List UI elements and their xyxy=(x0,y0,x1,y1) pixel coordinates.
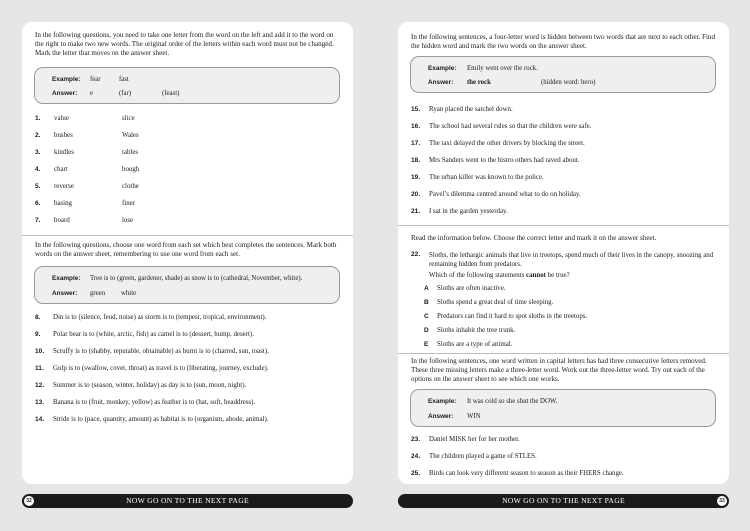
example-box xyxy=(34,67,340,104)
section2-instructions: Read the information below. Choose the correct letter and mark it on the answer sheet. xyxy=(411,234,657,242)
example-box xyxy=(410,56,716,93)
question-text: The children played a game of STLES. xyxy=(429,453,537,460)
question-text: Birds can look very different season to season as their FHERS change. xyxy=(429,470,624,477)
footer-text: NOW GO ON TO THE NEXT PAGE xyxy=(502,496,625,505)
option-letter: C xyxy=(424,313,429,320)
question-number: 16. xyxy=(411,123,421,130)
left-word: basing xyxy=(54,200,72,207)
option-letter: D xyxy=(424,327,429,334)
question-number: 20. xyxy=(411,191,421,198)
question-text: Mrs Sanders went to the bistro others had raved about. xyxy=(429,157,580,164)
section-divider xyxy=(398,353,729,354)
answer-new-word-1: (far) xyxy=(119,90,132,97)
question-text: Banana is to (fruit, monkey, yellow) as feather is to (hat, soft, headdress). xyxy=(53,399,256,406)
question-number: 6. xyxy=(35,200,41,207)
left-word: reverse xyxy=(54,183,74,190)
answer-word: WIN xyxy=(467,413,481,420)
question-number: 10. xyxy=(35,348,45,355)
question-number: 11. xyxy=(35,365,44,372)
question-number: 19. xyxy=(411,174,421,181)
question-text: Gulp is to (swallow, covet, throat) as travel is to (liberating, journey, exclude). xyxy=(53,365,269,372)
question-number: 24. xyxy=(411,453,421,460)
page-number: 33 xyxy=(717,496,727,506)
right-word: tables xyxy=(122,149,139,156)
question-number: 5. xyxy=(35,183,41,190)
question-text: The urban killer was known to the police. xyxy=(429,174,544,181)
left-word: chart xyxy=(54,166,68,173)
section-divider xyxy=(22,235,353,236)
example-label: Example: xyxy=(52,76,81,83)
right-page xyxy=(398,22,729,484)
answer-letter: e xyxy=(90,90,94,97)
question-text: Stride is to (pace, quantity, amount) as habitat is to (organism, abode, animal). xyxy=(53,416,269,423)
right-word: clothe xyxy=(122,183,139,190)
option-text: Sloths spend a great deal of time sleeping. xyxy=(437,299,554,306)
answer-label: Answer: xyxy=(52,290,78,297)
section1-instructions: In the following questions, you need to take one letter from the word on the left and add it to the word on the right to make two new words. The original order of the letters within each word must not be changed. Mark the letter that moves on the answer sheet. xyxy=(35,31,334,58)
question-number: 1. xyxy=(35,115,41,122)
question-number: 7. xyxy=(35,217,41,224)
left-footer-bar xyxy=(22,494,353,508)
option-letter: E xyxy=(424,341,429,348)
question-text: Ryan placed the satchel down. xyxy=(429,106,513,113)
question-passage: Sloths, the lethargic animals that live in treetops, spend much of their lives in the canopy, snoozing and remaining hidden from predators. xyxy=(429,252,714,269)
question-number: 9. xyxy=(35,331,41,338)
footer-text: NOW GO ON TO THE NEXT PAGE xyxy=(126,496,249,505)
question-text: Scruffy is to (shabby, reputable, obtainable) as burnt is to (charred, sun, toast). xyxy=(53,348,269,355)
question-number: 4. xyxy=(35,166,41,173)
example-box xyxy=(34,266,340,304)
question-number: 13. xyxy=(35,399,45,406)
answer-word-2: white xyxy=(121,290,137,297)
section2-instructions: In the following questions, choose one word from each set which best completes the sentences. Mark both words on the answer sheet, remembering to use one word from each set. xyxy=(35,241,337,259)
hidden-word-note: (hidden word: hero) xyxy=(541,79,596,86)
option-text: Sloths are often inactive. xyxy=(437,285,506,292)
option-text: Sloths are a type of animal. xyxy=(437,341,513,348)
option-letter: A xyxy=(424,285,429,292)
answer-new-word-2: (feast) xyxy=(162,90,180,97)
example-label: Example: xyxy=(428,398,457,405)
example-box xyxy=(410,389,716,427)
answer-word-1: green xyxy=(90,290,106,297)
example-sentence: It was cold so she shut the DOW. xyxy=(467,398,558,405)
left-word: board xyxy=(54,217,70,224)
example-label: Example: xyxy=(52,275,81,282)
section-divider xyxy=(398,225,729,226)
right-word: Wales xyxy=(122,132,139,139)
question-text: Pavel’s dilemma centred around what to do on holiday. xyxy=(429,191,581,198)
question-number: 18. xyxy=(411,157,421,164)
right-footer-bar xyxy=(398,494,729,508)
answer-words: the rock xyxy=(467,79,491,86)
question-text: I sat in the garden yesterday. xyxy=(429,208,508,215)
page-number: 32 xyxy=(24,496,34,506)
example-sentence: Emily went over the rock. xyxy=(467,65,538,72)
question-number: 8. xyxy=(35,314,41,321)
question-number: 17. xyxy=(411,140,421,147)
question-number: 12. xyxy=(35,382,45,389)
question-text: Daniel MISK her for her mother. xyxy=(429,436,520,443)
option-text: Predators can find it hard to spot sloths in the treetops. xyxy=(437,313,588,320)
question-text: Polar bear is to (white, arctic, fish) as camel is to (dessert, hump, desert). xyxy=(53,331,254,338)
question-number: 14. xyxy=(35,416,45,423)
example-sentence: Tree is to (green, gardener, shade) as snow is to (cathedral, November, white). xyxy=(90,275,303,282)
left-page xyxy=(22,22,353,484)
right-word: finer xyxy=(122,200,136,207)
section1-instructions: In the following sentences, a four-letter word is hidden between two words that are next to each other. Find the hidden word and mark the two words on the answer sheet. xyxy=(411,33,716,51)
answer-label: Answer: xyxy=(428,413,454,420)
question-text: Din is to (silence, feud, noise) as storm is to (tempest, tropical, environment). xyxy=(53,314,267,321)
option-text: Sloths inhabit the tree trunk. xyxy=(437,327,516,334)
question-text: The school had several rules so that the children were safe. xyxy=(429,123,592,130)
section3-instructions: In the following sentences, one word written in capital letters has had three consecutive letters removed. These three missing letters make a three-letter word. Work out the three-letter word. Try out each of the options on the answer sheet to see which one works. xyxy=(411,357,707,384)
question-number: 21. xyxy=(411,208,421,215)
option-letter: B xyxy=(424,299,429,306)
question-number: 2. xyxy=(35,132,41,139)
question-text: Summer is to (season, winter, holiday) as day is to (sun, moon, night). xyxy=(53,382,247,389)
left-word: bushes xyxy=(54,132,73,139)
question-prompt: Which of the following statements cannot be true? xyxy=(429,272,570,279)
example-label: Example: xyxy=(428,65,457,72)
right-word: bough xyxy=(122,166,140,173)
left-word: kindles xyxy=(54,149,74,156)
answer-label: Answer: xyxy=(52,90,78,97)
answer-label: Answer: xyxy=(428,79,454,86)
example-word-left: fear xyxy=(90,76,101,83)
question-number: 23. xyxy=(411,436,421,443)
right-word: slice xyxy=(122,115,135,122)
question-number: 22. xyxy=(411,251,421,258)
example-word-right: fast xyxy=(119,76,129,83)
right-word: lose xyxy=(122,217,134,224)
question-text: The taxi delayed the other drivers by blocking the street. xyxy=(429,140,585,147)
question-number: 15. xyxy=(411,106,421,113)
question-number: 3. xyxy=(35,149,41,156)
left-word: value xyxy=(54,115,69,122)
question-number: 25. xyxy=(411,470,421,477)
question-22 xyxy=(411,251,716,269)
